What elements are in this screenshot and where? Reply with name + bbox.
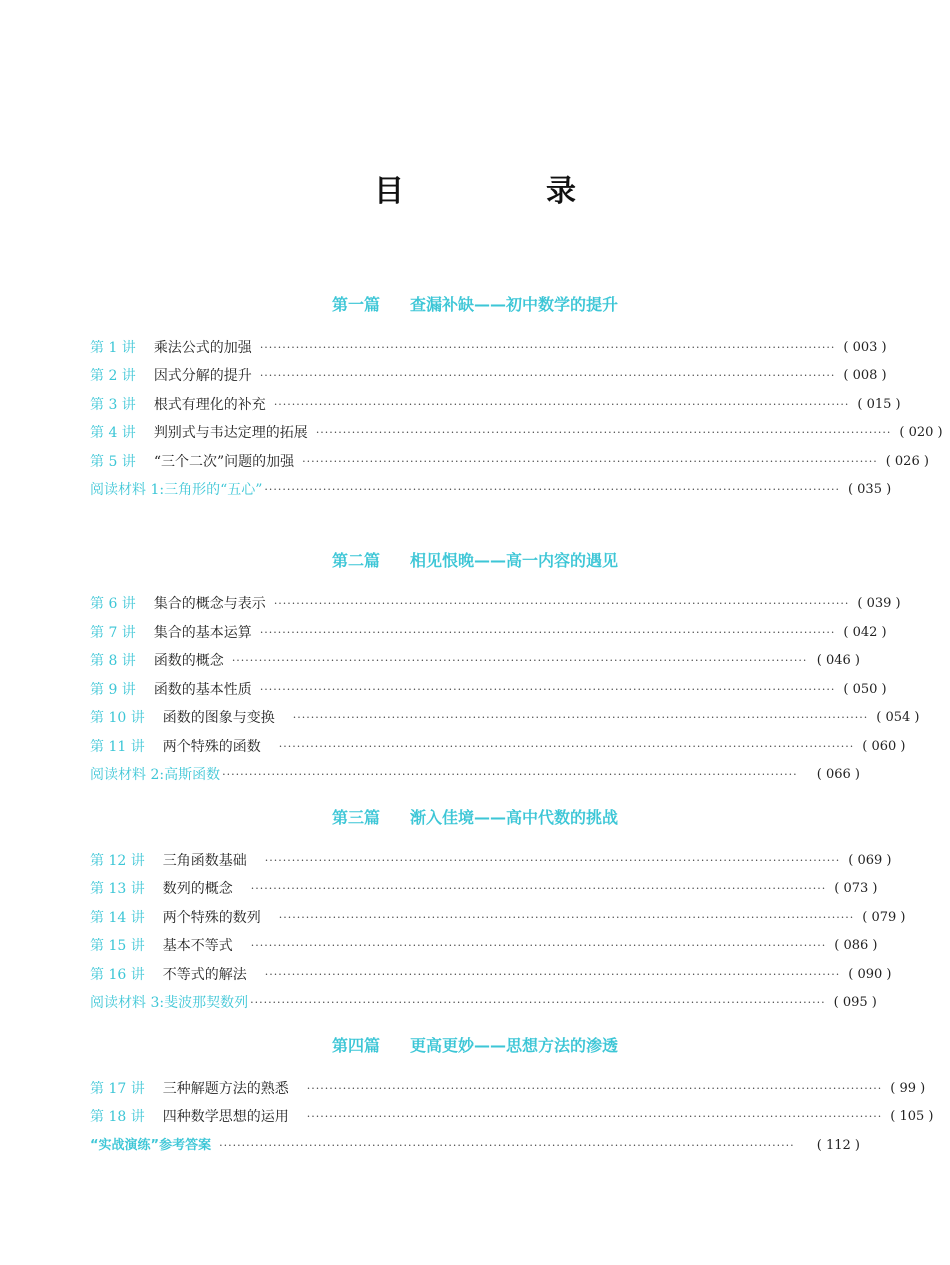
page-number: ( 99 ) [890, 1081, 926, 1096]
lecture-number: 第 10 讲 [90, 710, 145, 726]
toc-entry-lecture-9[interactable] [90, 679, 887, 701]
page-number: ( 086 ) [834, 938, 878, 953]
page-number: ( 054 ) [876, 710, 920, 725]
page-number: ( 079 ) [862, 910, 906, 925]
page-number: ( 008 ) [843, 368, 887, 383]
lecture-title: 三种解题方法的熟悉 [162, 1081, 289, 1097]
toc-entry-lecture-5[interactable] [90, 451, 929, 473]
dot-leader: ································································································································ [315, 426, 892, 439]
lecture-title: 乘法公式的加强 [153, 340, 252, 356]
dot-leader: ································································································································ [259, 369, 836, 382]
toc-entry-lecture-8[interactable] [90, 650, 860, 672]
dot-leader: ································································································································ [292, 711, 869, 724]
dot-leader: ································································································································ [250, 996, 826, 1009]
page-title: 目 录 [374, 174, 632, 209]
page-number: ( 105 ) [890, 1109, 934, 1124]
dot-leader: ································································································································ [273, 398, 850, 411]
toc-entry-lecture-18[interactable] [90, 1106, 934, 1128]
page-number: ( 069 ) [848, 853, 892, 868]
dot-leader: ································································································································ [273, 597, 850, 610]
section-number: 第一篇 [331, 295, 380, 314]
page-number: ( 060 ) [862, 739, 906, 754]
section-heading-2 [90, 550, 860, 572]
lecture-number: 第 6 讲 [90, 596, 136, 612]
page-number: ( 050 ) [843, 682, 887, 697]
toc-entry-lecture-17[interactable] [90, 1078, 926, 1100]
page-number: ( 066 ) [816, 767, 860, 782]
reading-title: 阅读材料 1:三角形的“五心” [90, 482, 263, 498]
lecture-title: 根式有理化的补充 [153, 397, 266, 413]
page-number: ( 003 ) [843, 340, 887, 355]
toc-entry-reading-1[interactable] [90, 479, 892, 501]
lecture-title: 基本不等式 [162, 938, 233, 954]
toc-entry-lecture-4[interactable] [90, 422, 943, 444]
page-number: ( 042 ) [843, 625, 887, 640]
dot-leader: ································································································································ [278, 911, 855, 924]
toc-entry-lecture-3[interactable] [90, 394, 901, 416]
lecture-title: “三个二次”问题的加强 [153, 454, 295, 470]
lecture-title: 判别式与韦达定理的拓展 [153, 425, 308, 441]
dot-leader: ································································································································ [264, 854, 841, 867]
toc-entry-lecture-6[interactable] [90, 593, 901, 615]
section-title: 渐入佳境——高中代数的挑战 [410, 808, 619, 827]
answers-title: “实战演练”参考答案 [90, 1138, 212, 1153]
dot-leader: ································································································································ [302, 455, 878, 468]
dot-leader: ································································································································ [231, 654, 808, 667]
lecture-title: 函数的概念 [153, 653, 224, 669]
lecture-title: 因式分解的提升 [153, 368, 252, 384]
page-number: ( 095 ) [833, 995, 877, 1010]
section-title: 相见恨晚——高一内容的遇见 [410, 551, 619, 570]
lecture-number: 第 15 讲 [90, 938, 145, 954]
toc-entry-reading-3[interactable] [90, 992, 877, 1014]
dot-leader: ································································································································ [250, 939, 827, 952]
page-number: ( 073 ) [834, 881, 878, 896]
dot-leader: ································································································································ [219, 1139, 795, 1152]
lecture-number: 第 18 讲 [90, 1109, 145, 1125]
page-number: ( 020 ) [899, 425, 943, 440]
lecture-number: 第 8 讲 [90, 653, 136, 669]
toc-entry-lecture-2[interactable] [90, 365, 887, 387]
dot-leader: ································································································································ [264, 483, 840, 496]
lecture-number: 第 7 讲 [90, 625, 136, 641]
lecture-number: 第 16 讲 [90, 967, 145, 983]
reading-title: 阅读材料 3:斐波那契数列 [90, 995, 249, 1011]
dot-leader: ································································································································ [259, 341, 836, 354]
section-title: 查漏补缺——初中数学的提升 [410, 295, 619, 314]
lecture-title: 两个特殊的数列 [162, 910, 261, 926]
lecture-title: 集合的基本运算 [153, 625, 252, 641]
toc-entry-lecture-12[interactable] [90, 850, 892, 872]
lecture-title: 集合的概念与表示 [153, 596, 266, 612]
toc-entry-lecture-16[interactable] [90, 964, 892, 986]
page-number: ( 046 ) [816, 653, 860, 668]
lecture-number: 第 4 讲 [90, 425, 136, 441]
section-number: 第三篇 [331, 808, 380, 827]
lecture-number: 第 11 讲 [90, 739, 145, 755]
lecture-number: 第 1 讲 [90, 340, 136, 356]
lecture-number: 第 9 讲 [90, 682, 136, 698]
page-number: ( 035 ) [847, 482, 892, 497]
lecture-number: 第 14 讲 [90, 910, 145, 926]
toc-entry-lecture-11[interactable] [90, 736, 906, 758]
toc-entry-reading-2[interactable] [90, 764, 860, 786]
dot-leader: ································································································································ [222, 768, 798, 781]
lecture-title: 数列的概念 [162, 881, 233, 897]
toc-entry-answers[interactable] [90, 1135, 860, 1157]
page-number: ( 015 ) [857, 397, 901, 412]
section-title: 更高更妙——思想方法的渗透 [410, 1036, 619, 1055]
lecture-number: 第 13 讲 [90, 881, 145, 897]
section-number: 第二篇 [331, 551, 380, 570]
toc-entry-lecture-1[interactable] [90, 337, 887, 359]
toc-entry-lecture-15[interactable] [90, 935, 878, 957]
dot-leader: ································································································································ [259, 683, 836, 696]
lecture-number: 第 17 讲 [90, 1081, 145, 1097]
dot-leader: ································································································································ [264, 968, 841, 981]
section-heading-4 [90, 1035, 860, 1057]
page-number: ( 112 ) [816, 1138, 860, 1153]
page-number: ( 090 ) [848, 967, 892, 982]
dot-leader: ································································································································ [306, 1082, 883, 1095]
toc-entry-lecture-14[interactable] [90, 907, 906, 929]
lecture-title: 函数的图象与变换 [162, 710, 275, 726]
page-number: ( 026 ) [885, 454, 929, 469]
lecture-title: 两个特殊的函数 [162, 739, 261, 755]
lecture-title: 三角函数基础 [162, 853, 247, 869]
section-number: 第四篇 [331, 1036, 380, 1055]
dot-leader: ································································································································ [259, 626, 836, 639]
dot-leader: ································································································································ [306, 1110, 883, 1123]
lecture-title: 函数的基本性质 [153, 682, 252, 698]
lecture-number: 第 2 讲 [90, 368, 136, 384]
lecture-title: 不等式的解法 [162, 967, 247, 983]
lecture-title: 四种数学思想的运用 [162, 1109, 289, 1125]
toc-entry-lecture-10[interactable] [90, 707, 920, 729]
lecture-number: 第 12 讲 [90, 853, 145, 869]
page-number: ( 039 ) [857, 596, 901, 611]
dot-leader: ································································································································ [250, 882, 827, 895]
toc-entry-lecture-7[interactable] [90, 622, 887, 644]
section-heading-1 [90, 294, 860, 316]
lecture-number: 第 5 讲 [90, 454, 136, 470]
toc-entry-lecture-13[interactable] [90, 878, 878, 900]
lecture-number: 第 3 讲 [90, 397, 136, 413]
reading-title: 阅读材料 2:高斯函数 [90, 767, 221, 783]
dot-leader: ································································································································ [278, 740, 855, 753]
section-heading-3 [90, 807, 860, 829]
